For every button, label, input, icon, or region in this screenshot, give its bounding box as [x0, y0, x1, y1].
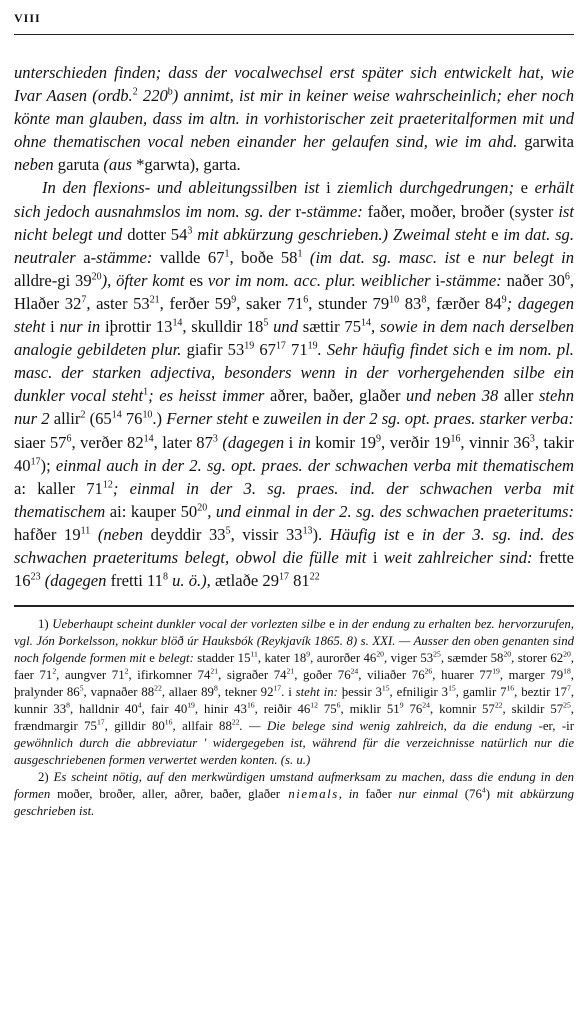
italic-text: zuweilen in der 2 sg. opt. praes. starker verba:	[259, 409, 574, 429]
superscript: 5	[225, 525, 231, 537]
italic-text: Ferner steht	[166, 409, 253, 429]
italic-text: ) annimt, ist mir in keiner weise wahrscheinlich; eher noch könte man glauben, dass im altn. in vorhistorischer zeit praeteritalformen mit und ohne thematischen vocal neben einander her gelaufen sind, wie im ahd.	[14, 86, 574, 152]
italic-text: -stämme:	[300, 201, 368, 221]
italic-text: und neben 38	[400, 386, 504, 406]
roman-text: e	[406, 524, 415, 544]
roman-text: 76	[121, 409, 143, 429]
roman-text: , komnir 57	[429, 702, 495, 717]
italic-text: mit abkürzung geschrieben ist.	[14, 787, 574, 819]
superscript: 17	[279, 571, 289, 583]
roman-text: , halldnir 40	[70, 702, 138, 717]
roman-text: , ferðer 59	[159, 293, 232, 313]
roman-text: hafðer 19	[14, 524, 81, 544]
roman-text: fretti 11	[110, 571, 163, 591]
roman-text: i	[372, 547, 378, 567]
roman-text: , hinir 43	[194, 702, 247, 717]
italic-text: ), öfter komt	[101, 270, 190, 290]
superscript: 4	[137, 700, 142, 710]
superscript: 1	[143, 386, 149, 398]
roman-text: frette 16	[14, 547, 574, 591]
roman-text: , viliaðer 76	[358, 668, 425, 683]
superscript: 3	[187, 225, 193, 237]
roman-text: e	[467, 247, 476, 267]
superscript: 16	[246, 700, 255, 710]
superscript: 20	[503, 649, 512, 659]
roman-text: , gilldir 80	[104, 719, 165, 734]
roman-text: stadder 15	[197, 651, 251, 666]
roman-text: , sæmder 58	[440, 651, 504, 666]
roman-text: 83	[399, 293, 422, 313]
roman-text: giafir 53	[186, 340, 245, 360]
superscript: 2	[124, 666, 129, 676]
roman-text: -er, -ir	[538, 719, 575, 734]
roman-text: vallde 67	[159, 247, 225, 267]
superscript: 11	[80, 525, 91, 537]
superscript: 22	[231, 717, 240, 727]
roman-text: , viger 53	[384, 651, 434, 666]
roman-text: 1)	[38, 617, 53, 632]
superscript: 4	[481, 785, 486, 795]
italic-text: ziemlich durchgedrungen;	[330, 178, 521, 198]
page-header	[14, 4, 574, 35]
roman-text: , reiðir 46	[254, 702, 311, 717]
superscript: 18	[563, 666, 571, 676]
italic-text: im nom. pl. masc. der starken adjectiva, besonders wenn in der vorhergehenden silbe ein dunkler vocal steht	[14, 340, 574, 406]
roman-text: , goðer 76	[294, 668, 351, 683]
italic-text: 220	[137, 86, 168, 106]
footnote	[14, 769, 574, 820]
roman-text: , faer 71	[14, 651, 574, 683]
roman-text: , miklir 51	[340, 702, 400, 717]
roman-text: þessir 3	[341, 685, 382, 700]
roman-text: 75	[317, 702, 337, 717]
roman-text: (76	[464, 787, 482, 802]
italic-text: gewöhnlich durch die abbreviatur ' widergegeben ist, während für die verzeichnisse natürlich nur die ausgeschriebenen formen verwertet werden konten. (s. u.)	[14, 736, 574, 768]
roman-text: , huarer 77	[432, 668, 493, 683]
roman-text: .)	[152, 409, 167, 429]
italic-text: ; es heisst immer	[148, 386, 270, 406]
roman-text: sættir 75	[302, 317, 362, 337]
superscript: 12	[102, 479, 113, 491]
superscript: 20	[376, 649, 384, 659]
superscript: 14	[143, 432, 154, 444]
superscript: 15	[448, 683, 456, 693]
italic-text: und	[268, 317, 303, 337]
roman-text: , ifirkomner 74	[128, 668, 211, 683]
superscript: 22	[494, 700, 503, 710]
superscript: 17	[275, 340, 286, 352]
roman-text: , vinnir 36	[460, 432, 530, 452]
roman-text: dotter 54	[122, 224, 188, 244]
superscript: 26	[424, 666, 433, 676]
superscript: 8	[213, 683, 218, 693]
roman-text: *garwta), garta.	[136, 155, 241, 175]
superscript: 15	[381, 683, 390, 693]
roman-text: , boðe 58	[229, 247, 298, 267]
italic-text: , sowie in dem nach derselben analogie gebildeten plur.	[14, 317, 575, 360]
superscript: 20	[563, 649, 571, 659]
superscript: 14	[361, 317, 371, 329]
roman-text: , later 87	[153, 432, 213, 452]
page-number: VIII	[14, 11, 41, 25]
roman-text: 81	[288, 571, 310, 591]
superscript: 8	[162, 571, 168, 583]
superscript: 19	[307, 340, 318, 352]
superscript: 25	[433, 649, 441, 659]
superscript: 8	[421, 294, 427, 306]
superscript: 9	[376, 432, 382, 444]
roman-text: , saker 71	[236, 293, 304, 313]
italic-text: neben	[14, 155, 58, 175]
superscript: 9	[399, 700, 404, 710]
roman-text: , aster 53	[86, 293, 150, 313]
roman-text: e	[484, 340, 493, 360]
superscript: 24	[422, 700, 430, 710]
roman-text: , frændmargir 75	[14, 702, 574, 734]
roman-text: 2)	[38, 770, 54, 785]
italic-text: -stämme:	[440, 270, 507, 290]
roman-text: , kunnir 33	[14, 685, 575, 717]
italic-text: Häufig ist	[329, 524, 407, 544]
italic-text: . Sehr häufig findet sich	[317, 340, 485, 360]
italic-text: in der 3. sg. ind. des schwachen praeteritums belegt, obwol die fülle mit	[14, 524, 575, 567]
footnote-separator-wrap	[14, 592, 574, 616]
italic-text: ; dagegen steht	[14, 293, 574, 337]
roman-text: komir 19	[315, 432, 377, 452]
italic-text: (im dat. sg. masc. ist	[302, 247, 468, 267]
roman-text: faðer	[365, 787, 392, 802]
roman-text: i	[288, 685, 292, 700]
roman-text: i	[50, 317, 55, 337]
italic-text: nur in	[54, 317, 105, 337]
superscript: 5	[79, 683, 84, 693]
superscript: 2	[132, 86, 138, 98]
roman-text: aller	[503, 386, 534, 406]
footnotes	[14, 616, 574, 820]
roman-text: deyddir 33	[150, 524, 226, 544]
superscript: 6	[564, 271, 570, 283]
roman-text: a	[83, 247, 91, 267]
roman-text: garuta	[57, 155, 100, 175]
superscript: 17	[30, 456, 41, 468]
roman-text: , Hlaðer 32	[14, 270, 575, 313]
superscript: 6	[336, 700, 341, 710]
superscript: 16	[506, 683, 515, 693]
superscript: 22	[309, 571, 320, 583]
roman-text: , beztir 17	[514, 685, 567, 700]
superscript: 14	[111, 409, 122, 421]
italic-text: (dagegen	[40, 571, 111, 591]
roman-text: iþrottir 13	[104, 317, 173, 337]
roman-text: , allaer 89	[161, 685, 214, 700]
roman-text: a: kaller 71	[14, 478, 103, 498]
footnote	[14, 616, 574, 769]
roman-text: , stunder 79	[308, 293, 390, 313]
italic-text: einmal auch in der 2. sg. opt. praes. der schwachen verba mit thematischem	[55, 455, 574, 475]
italic-text: vor im nom. acc. plur. weiblicher	[203, 270, 436, 290]
roman-text: e	[149, 651, 155, 666]
italic-text: . — Die belege sind wenig zahlreich, da die endung	[239, 719, 539, 734]
roman-text: ai: kauper 50	[109, 501, 198, 521]
roman-text: e	[491, 224, 499, 244]
italic-text: Es scheint nötig, auf den merkwürdigen umstand aufmerksam zu machen, dass die endung in den formen	[14, 770, 574, 802]
roman-text: i	[326, 178, 331, 198]
roman-text: , skildir 57	[502, 702, 564, 717]
superscript: 9	[306, 649, 311, 659]
roman-text: allir	[53, 409, 81, 429]
superscript: 21	[210, 666, 219, 676]
roman-text: , fair 40	[141, 702, 188, 717]
italic-text: ; einmal in der 3. sg. praes. ind. der schwachen verba mit thematischem	[14, 478, 574, 521]
roman-text: ætlaðe 29	[214, 571, 280, 591]
italic-text: niemals	[280, 787, 339, 802]
superscript: 14	[172, 317, 183, 329]
roman-text: , þralynder 86	[14, 668, 574, 700]
superscript: 1	[224, 248, 230, 260]
roman-text: , verðir 19	[381, 432, 451, 452]
superscript: b	[167, 86, 173, 98]
superscript: 19	[187, 700, 195, 710]
roman-text: moðer, broðer, aller, aðrer, baðer, glaðer	[57, 787, 281, 802]
italic-text: , und einmal in der 2. sg. des schwachen praeteritums:	[207, 501, 574, 521]
italic-text: unterschieden finden; dass der vocalwechsel erst später sich entwickelt hat, wie Ivar Aasen (ordb.	[14, 63, 574, 106]
roman-text: faðer, moðer, broðer (syster	[367, 201, 559, 221]
superscript: 21	[149, 294, 160, 306]
roman-text: , sigraðer 74	[218, 668, 287, 683]
italic-text: (aus	[99, 155, 137, 175]
roman-text: i	[435, 270, 441, 290]
roman-text: , verðer 82	[71, 432, 144, 452]
roman-text: e	[329, 617, 335, 632]
superscript: 20	[197, 502, 208, 514]
superscript: 9	[231, 294, 237, 306]
roman-text: aðrer, baðer, glaðer	[269, 386, 401, 406]
footnote-separator	[14, 605, 574, 607]
superscript: 2	[52, 666, 57, 676]
italic-text: steht in:	[291, 685, 342, 700]
paragraph	[14, 176, 574, 592]
superscript: 11	[250, 649, 258, 659]
roman-text: r	[295, 201, 301, 221]
italic-text: Ueberhaupt scheint dunkler vocal der vorlezten silbe	[52, 617, 330, 632]
roman-text: , aungver 71	[56, 668, 125, 683]
superscript: 21	[286, 666, 295, 676]
roman-text: e	[520, 178, 528, 198]
roman-text: , færðer 84	[426, 293, 502, 313]
roman-text: , gamlir 7	[455, 685, 507, 700]
roman-text: , vissir 33	[230, 524, 303, 544]
roman-text: 76	[403, 702, 423, 717]
roman-text: );	[40, 455, 56, 475]
roman-text: , aurorðer 46	[310, 651, 377, 666]
roman-text: .	[281, 685, 289, 700]
roman-text: 71	[285, 340, 308, 360]
superscript: 12	[310, 700, 318, 710]
superscript: 16	[450, 432, 461, 444]
italic-text: (neben	[90, 524, 151, 544]
roman-text: , vapnaðer 88	[83, 685, 155, 700]
page	[14, 4, 574, 820]
superscript: 1	[297, 248, 303, 260]
italic-text: weit zahlreicher sind:	[377, 547, 539, 567]
italic-text: erhält sich jedoch ausnahmslos im nom. sg. der	[14, 178, 574, 221]
superscript: 10	[389, 294, 400, 306]
italic-text: in	[293, 432, 316, 452]
italic-text: ist nicht belegt und	[14, 201, 574, 244]
superscript: 8	[66, 700, 71, 710]
roman-text: , efniligir 3	[389, 685, 449, 700]
main-text	[14, 61, 574, 592]
italic-text: nur einmal	[391, 787, 465, 802]
paragraph	[14, 61, 574, 176]
italic-text: im dat. sg. neutraler	[14, 224, 574, 267]
italic-text: -stämme:	[90, 247, 160, 267]
italic-text: , in	[338, 787, 366, 802]
superscript: 2	[80, 409, 86, 421]
superscript: 17	[273, 683, 282, 693]
italic-text: u. ö.),	[167, 571, 215, 591]
roman-text: es	[189, 270, 204, 290]
roman-text: , kater 18	[257, 651, 307, 666]
italic-text: in der endung zu erhalten bez. hervorzurufen, vgl. Jón Þorkelsson, nokkur blöð úr Hauksbók (Reykjavík 1865. 8) s. XXI. — Ausser den oben genanten sind noch folgende formen mit	[14, 617, 574, 666]
superscript: 9	[501, 294, 507, 306]
roman-text: , allfair 88	[172, 719, 232, 734]
italic-text: (dagegen	[217, 432, 289, 452]
italic-text: In den flexions- und ableitungssilben ist	[42, 178, 327, 198]
roman-text: , storer 62	[511, 651, 564, 666]
superscript: 10	[142, 409, 153, 421]
superscript: 5	[263, 317, 269, 329]
roman-text: naðer 30	[506, 270, 565, 290]
roman-text: , takir 40	[14, 432, 574, 475]
roman-text: )	[485, 787, 490, 802]
roman-text: , marger 79	[499, 668, 564, 683]
superscript: 3	[529, 432, 535, 444]
superscript: 17	[96, 717, 105, 727]
superscript: 19	[244, 340, 255, 352]
roman-text: e	[252, 409, 260, 429]
superscript: 3	[212, 432, 218, 444]
roman-text: i	[288, 432, 294, 452]
superscript: 6	[66, 432, 72, 444]
italic-text: Zweimal steht	[392, 224, 492, 244]
roman-text: , tekner 92	[217, 685, 274, 700]
superscript: 6	[303, 294, 309, 306]
superscript: 16	[164, 717, 173, 727]
superscript: 22	[154, 683, 162, 693]
superscript: 13	[302, 525, 313, 537]
superscript: 25	[563, 700, 571, 710]
roman-text: (65	[85, 409, 112, 429]
roman-text: 67	[254, 340, 276, 360]
roman-text: garwita	[524, 132, 574, 152]
roman-text: alldre-gi 39	[14, 270, 92, 290]
italic-text: mit abkürzung geschrieben.)	[192, 224, 393, 244]
roman-text: ).	[312, 524, 330, 544]
superscript: 7	[81, 294, 87, 306]
superscript: 24	[350, 666, 359, 676]
superscript: 20	[91, 271, 102, 283]
roman-text: , skulldir 18	[182, 317, 264, 337]
italic-text: belegt:	[154, 651, 198, 666]
superscript: 7	[566, 683, 571, 693]
italic-text: nur belegt in	[475, 247, 574, 267]
italic-text: stehn nur 2	[14, 386, 574, 429]
superscript: 23	[30, 571, 41, 583]
superscript: 19	[492, 666, 500, 676]
roman-text: siaer 57	[14, 432, 67, 452]
